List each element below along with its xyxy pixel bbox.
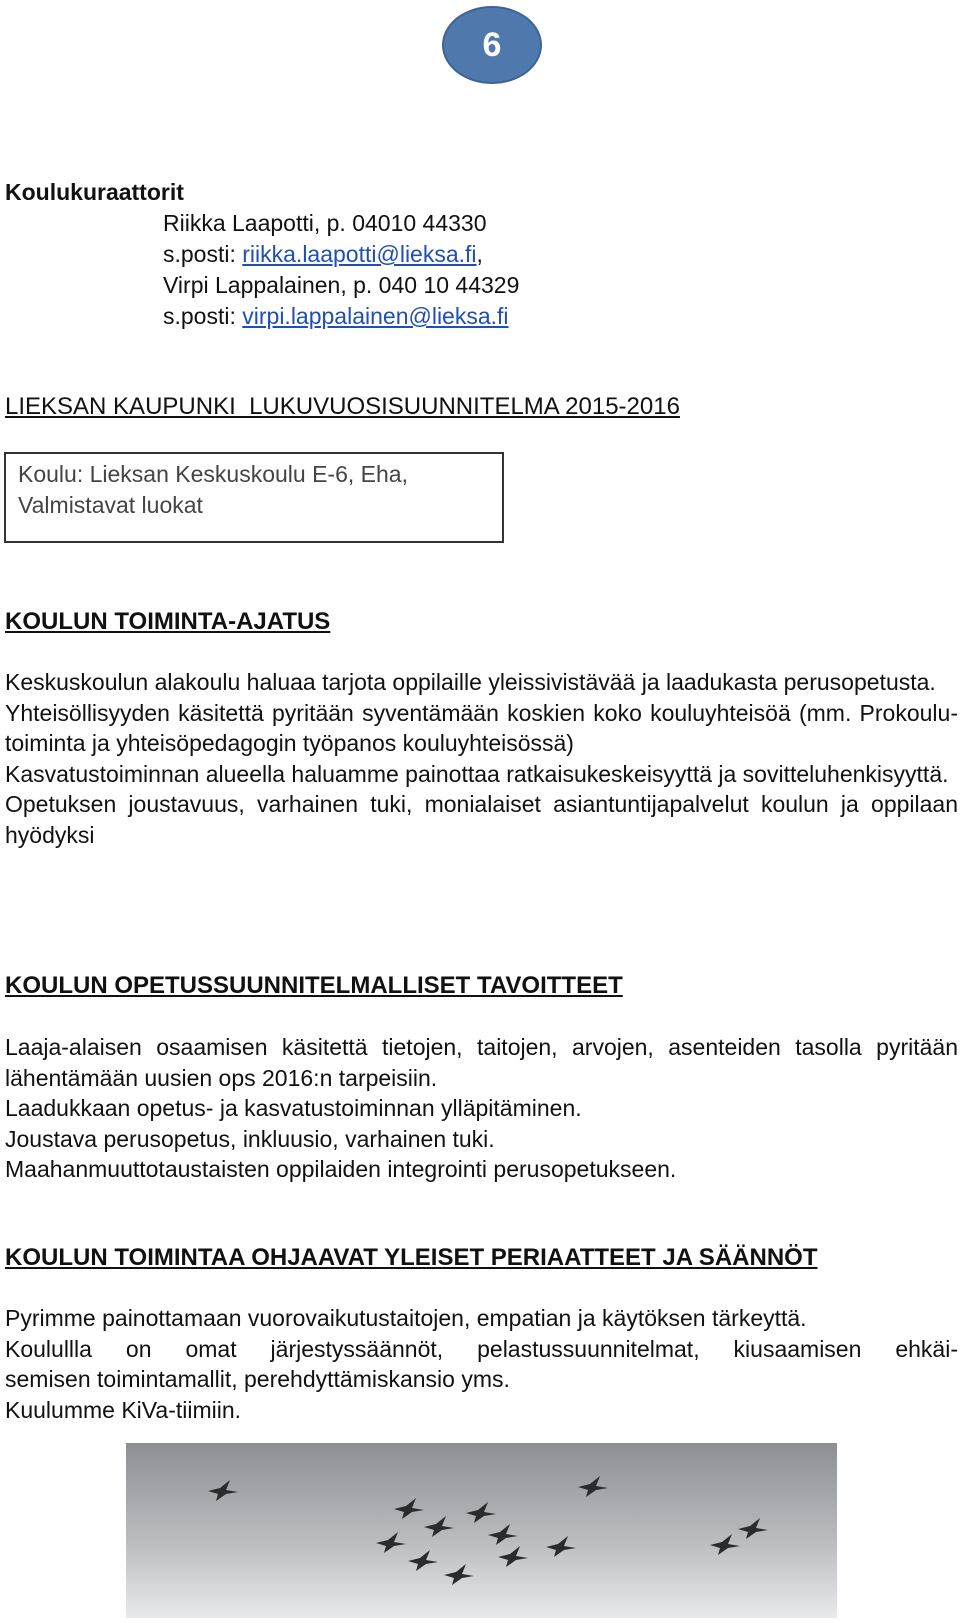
paragraph: semisen toimintamallit, perehdyttämiskansio yms. — [5, 1366, 510, 1392]
email-prefix: s.posti: — [163, 241, 243, 267]
email-link-riikka[interactable]: riikka.laapotti@lieksa.fi — [242, 241, 477, 267]
paragraph: Opetuksen joustavuus, varhainen tuki, monialaiset asiantuntijapalvelut koulun ja oppilaan hyödyksi — [5, 791, 958, 848]
coordinator-virpi-phone: Virpi Lappalainen, p. 040 10 44329 — [163, 272, 520, 298]
school-box-line2: Valmistavat luokat — [18, 492, 203, 518]
section-heading-mission: KOULUN TOIMINTA-AJATUS — [5, 608, 331, 635]
coordinator-riikka-phone: Riikka Laapotti, p. 04010 44330 — [163, 210, 487, 236]
paragraph: Laadukkaan opetus- ja kasvatustoiminnan ylläpitäminen. — [5, 1095, 582, 1121]
paragraph: Koulullla on omat järjestyssäännöt, pelastussuunnitelmat, kiusaamisen ehkäi- — [5, 1335, 958, 1362]
page-number-badge: 6 — [442, 6, 542, 84]
coordinators-title: Koulukuraattorit — [5, 179, 184, 205]
paragraph: Keskuskoulun alakoulu haluaa tarjota oppilaille yleissivistävää ja laadukasta perusopetusta. — [5, 669, 936, 695]
email-suffix: , — [476, 241, 483, 267]
school-box-line1: Koulu: Lieksan Keskuskoulu E-6, Eha, — [18, 461, 408, 487]
plan-heading: LIEKSAN KAUPUNKI LUKUVUOSISUUNNITELMA 2015-2016 — [5, 393, 680, 420]
coordinator-riikka-email-line — [163, 239, 483, 270]
email-prefix: s.posti: — [163, 303, 243, 329]
birds-photo — [126, 1443, 837, 1618]
paragraph: Kasvatustoiminnan alueella haluamme painottaa ratkaisukeskeisyyttä ja sovitteluhenkisyyttä. — [5, 760, 949, 787]
email-link-virpi[interactable]: virpi.lappalainen@lieksa.fi — [242, 303, 509, 329]
paragraph: Laaja-alaisen osaamisen käsitettä tietojen, taitojen, arvojen, asenteiden tasolla pyritään lähentämään uusien ops 2016:n tarpeisiin. — [5, 1034, 958, 1091]
paragraph: Pyrimme painottamaan vuorovaikutustaitojen, empatian ja käytöksen tärkeyttä. — [5, 1305, 807, 1331]
section-mission-body — [5, 667, 958, 850]
paragraph: Joustava perusopetus, inkluusio, varhainen tuki. — [5, 1125, 495, 1152]
section-heading-curriculum-goals: KOULUN OPETUSSUUNNITELMALLISET TAVOITTEET — [5, 972, 623, 999]
paragraph: Maahanmuuttotaustaisten oppilaiden integrointi perusopetukseen. — [5, 1156, 677, 1182]
paragraph: Yhteisöllisyyden käsitettä pyritään syventämään koskien koko kouluyhteisöä (mm. Prokoulu-toiminta ja yhteisöpedagogin työpanos kouluyhteisössä) — [5, 699, 958, 756]
section-heading-principles-rules: KOULUN TOIMINTAA OHJAAVAT YLEISET PERIAATTEET JA SÄÄNNÖT — [5, 1244, 818, 1271]
section-curriculum-goals-body — [5, 1032, 958, 1185]
section-principles-rules-body — [5, 1303, 958, 1425]
school-info-box — [4, 452, 504, 543]
coordinator-virpi-email-line — [163, 301, 509, 332]
paragraph: Kuulumme KiVa-tiimiin. — [5, 1396, 242, 1423]
sky-background — [126, 1443, 837, 1618]
